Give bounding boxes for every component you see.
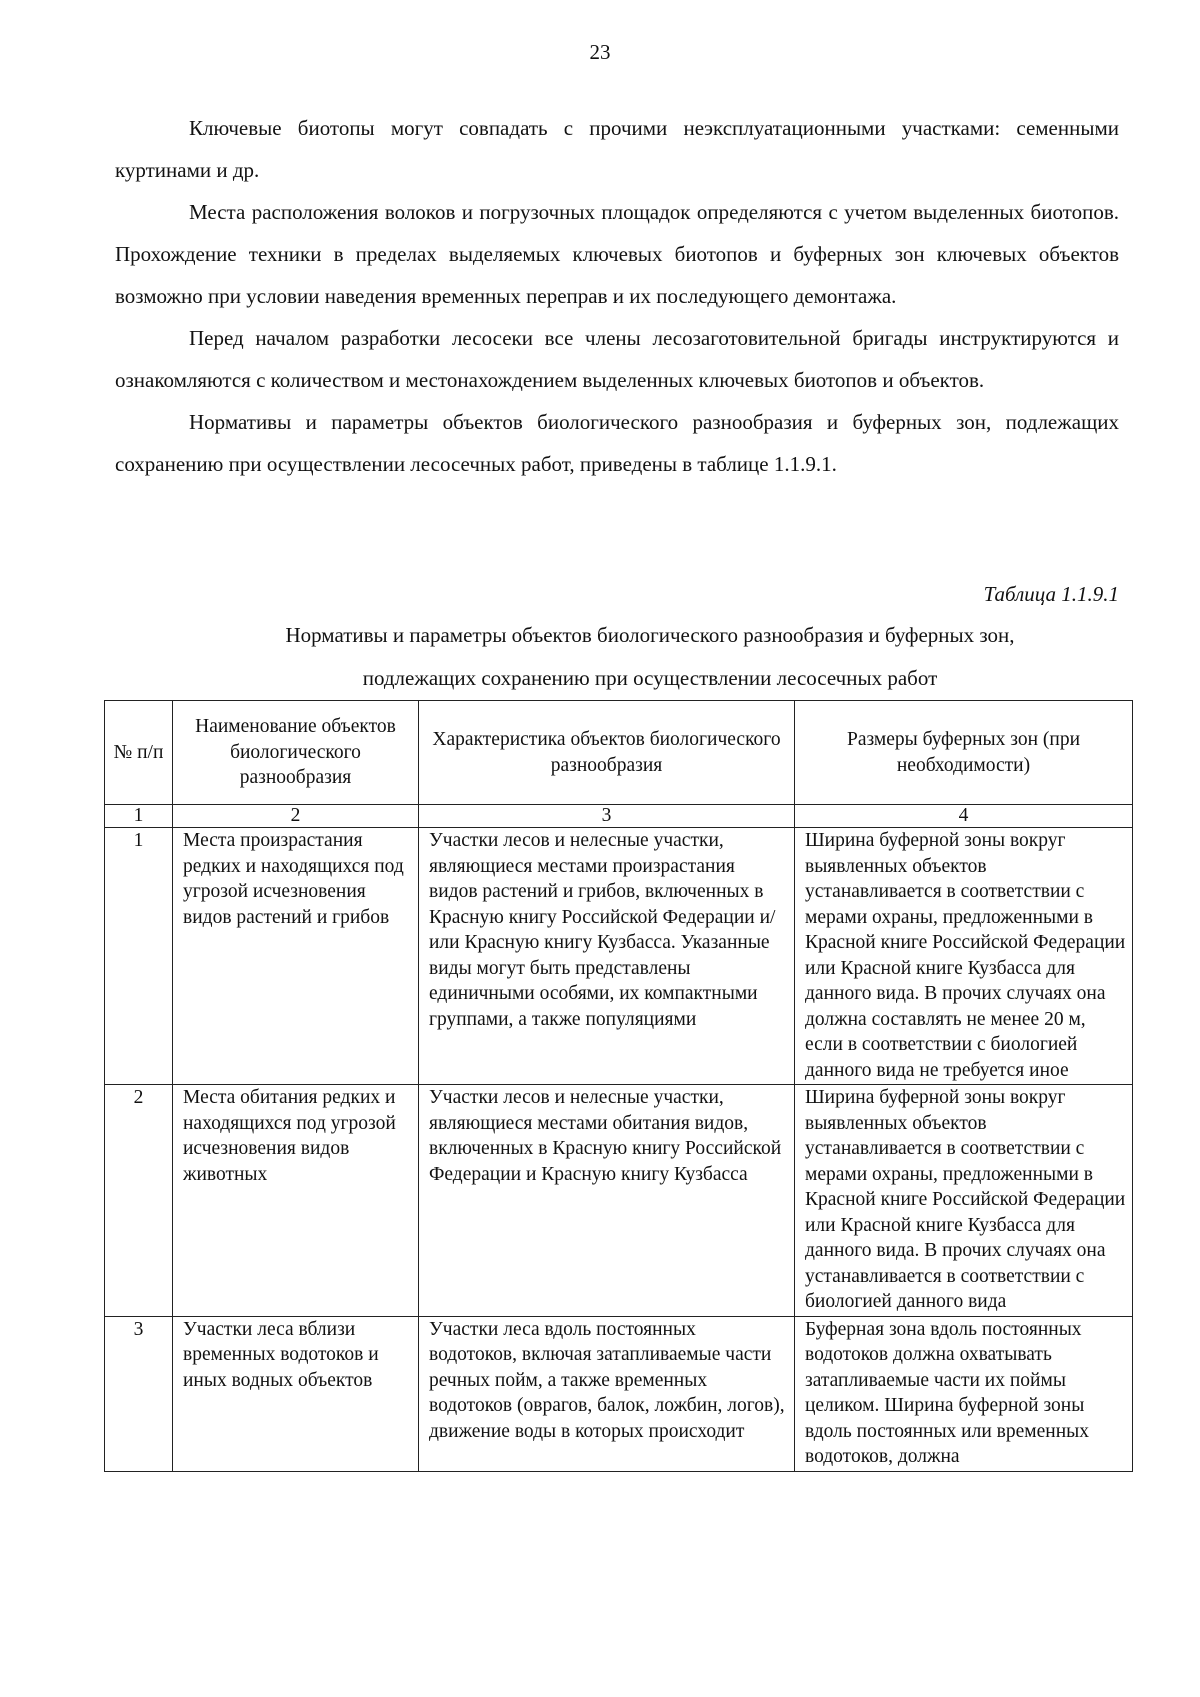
row-characteristic: Участки леса вдоль постоянных водотоков, включая затапливаемые части речных пойм, а также временных водотоков (оврагов, балок, ложбин, логов), движение воды в которых происходит: [419, 1316, 795, 1471]
row-number: 2: [105, 1085, 173, 1317]
header-name: Наименование объектов биологического разнообразия: [173, 701, 419, 805]
paragraph: Нормативы и параметры объектов биологического разнообразия и буферных зон, подлежащих сохранению при осуществлении лесосечных работ, приведены в таблице 1.1.9.1.: [115, 410, 1119, 476]
column-number: 4: [795, 805, 1133, 828]
norms-table-container: [104, 700, 1132, 1472]
table-caption-line: подлежащих сохранению при осуществлении лесосечных работ: [362, 666, 938, 690]
row-number: 1: [105, 828, 173, 1085]
row-name: Места обитания редких и находящихся под угрозой исчезновения видов животных: [173, 1085, 419, 1317]
row-number: 3: [105, 1316, 173, 1471]
column-number-row: [105, 805, 1133, 828]
paragraph: Ключевые биотопы могут совпадать с прочими неэксплуатационными участками: семенными куртинами и др.: [115, 116, 1119, 182]
table-row: [105, 1316, 1133, 1471]
table-label: Таблица 1.1.9.1: [983, 582, 1119, 606]
column-number: 2: [173, 805, 419, 828]
page-number: 23: [589, 40, 611, 64]
header-number: № п/п: [105, 701, 173, 805]
paragraph: Места расположения волоков и погрузочных площадок определяются с учетом выделенных биотопов. Прохождение техники в пределах выделяемых ключевых биотопов и буферных зон ключевых объектов возможно при условии наведения временных переправ и их последующего демонтажа.: [115, 200, 1119, 308]
column-number: 1: [105, 805, 173, 828]
row-name: Участки леса вблизи временных водотоков и иных водных объектов: [173, 1316, 419, 1471]
row-buffer: Ширина буферной зоны вокруг выявленных объектов устанавливается в соответствии с мерами охраны, предложенными в Красной книге Российской Федерации или Красной книге Кузбасса для данного вида. В прочих случаях она устанавливается в соответствии с биологией данного вида: [795, 1085, 1133, 1317]
table-caption: [170, 614, 1130, 700]
row-characteristic: Участки лесов и нелесные участки, являющиеся местами произрастания видов растений и грибов, включенных в Красную книгу Российской Федерации и/или Красную книгу Кузбасса. Указанные виды могут быть представлены единичными особями, их компактными группами, а также популяциями: [419, 828, 795, 1085]
header-buffer: Размеры буферных зон (при необходимости): [795, 701, 1133, 805]
row-buffer: Буферная зона вдоль постоянных водотоков должна охватывать затапливаемые части их поймы целиком. Ширина буферной зоны вдоль постоянных или временных водотоков, должна: [795, 1316, 1133, 1471]
table-row: [105, 828, 1133, 1085]
paragraph: Перед началом разработки лесосеки все члены лесозаготовительной бригады инструктируются и ознакомляются с количеством и местонахождением выделенных ключевых биотопов и объектов.: [115, 326, 1119, 392]
norms-table: [104, 700, 1133, 1472]
row-name: Места произрастания редких и находящихся под угрозой исчезновения видов растений и грибов: [173, 828, 419, 1085]
table-header-row: [105, 701, 1133, 805]
header-characteristic: Характеристика объектов биологического разнообразия: [419, 701, 795, 805]
row-characteristic: Участки лесов и нелесные участки, являющиеся местами обитания видов, включенных в Красную книгу Российской Федерации и Красную книгу Кузбасса: [419, 1085, 795, 1317]
table-row: [105, 1085, 1133, 1317]
row-buffer: Ширина буферной зоны вокруг выявленных объектов устанавливается в соответствии с мерами охраны, предложенными в Красной книге Российской Федерации или Красной книге Кузбасса для данного вида. В прочих случаях она должна составлять не менее 20 м, если в соответствии с биологией данного вида не требуется иное: [795, 828, 1133, 1085]
body-text: [115, 107, 1119, 485]
table-caption-line: Нормативы и параметры объектов биологического разнообразия и буферных зон,: [285, 623, 1015, 647]
column-number: 3: [419, 805, 795, 828]
